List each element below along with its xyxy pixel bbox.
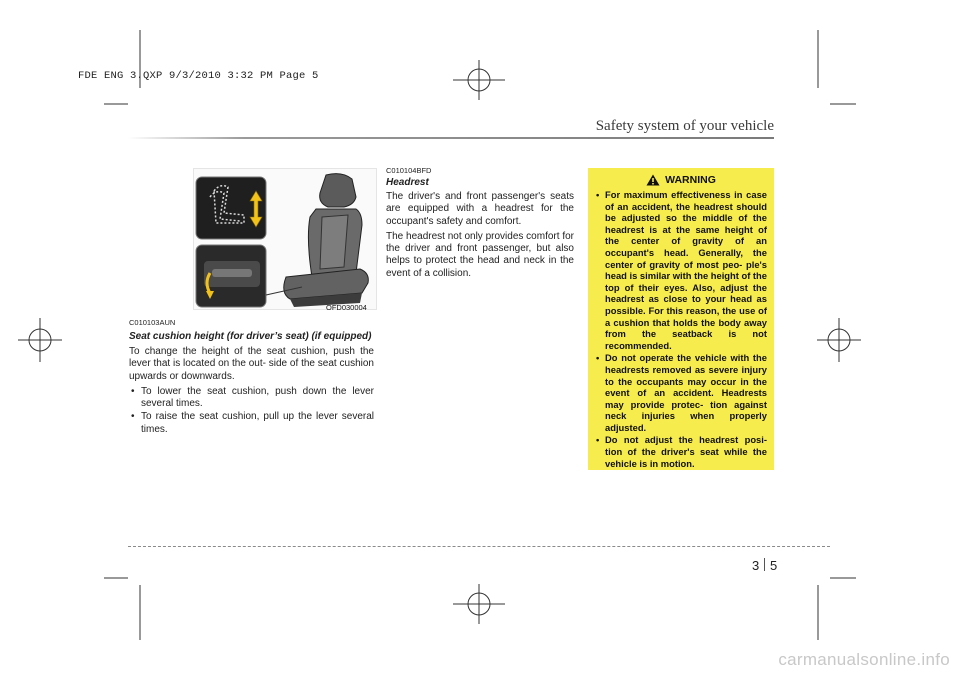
middle-column: [386, 166, 574, 280]
section-title: Safety system of your vehicle: [595, 118, 774, 134]
car-seat-illustration: [194, 169, 376, 309]
paragraph-code: C010104BFD: [386, 166, 432, 175]
subsection-heading: Seat cushion height (for driver’s seat) (if equipped): [129, 331, 372, 342]
left-column: [129, 318, 374, 437]
page-separator: [764, 558, 765, 571]
page-number: 5: [770, 558, 778, 573]
warning-list: [595, 189, 767, 469]
paragraph-code: C010103AUN: [129, 318, 176, 327]
body-paragraph: To change the height of the seat cushion, push the lever that is located on the out- side of the seat cushion upwards or downwards.: [129, 346, 374, 382]
list-item: • Do not adjust the headrest posi- tion of the driver's seat while the vehicle is in motion.: [595, 434, 767, 469]
footer-rule: [128, 546, 830, 547]
list-item: • For maximum effectiveness in case of an accident, the headrest should be adjusted so the middle of the headrest is at the same height of the center of gravity of an occupant's head. Generally, the center of gravity of most peo- ple's head is similar with the height of the top of their eyes. Also, adjust the headrest as close to your head as possible. For this reason, the use of a cushion that holds the body away from the seatback is not recommended.: [595, 189, 767, 351]
list-item: • To raise the seat cushion, pull up the lever several times.: [129, 411, 374, 436]
warning-box: [588, 168, 774, 470]
body-paragraph: The driver's and front passenger's seats are equipped with a headrest for the occupant's safety and comfort.: [386, 191, 574, 227]
seat-figure: [193, 168, 377, 310]
warning-title: WARNING: [665, 174, 716, 186]
warning-triangle-icon: [646, 174, 660, 186]
chapter-number: 3: [752, 558, 760, 573]
body-paragraph: The headrest not only provides comfort for the driver and front passenger, but also helps to protect the head and neck in the event of a collision.: [386, 230, 574, 279]
warning-header: [595, 174, 767, 186]
figure-code: OFD030004: [326, 303, 367, 312]
watermark: carmanualsonline.info: [778, 650, 950, 669]
subsection-heading: Headrest: [386, 177, 429, 188]
list-item: • To lower the seat cushion, push down the lever several times.: [129, 386, 374, 411]
list-item: • Do not operate the vehicle with the headrests removed as severe injury to the occupants may occur in the event of an accident. Headrests may provide protec- tion against neck injuries when properly adjusted.: [595, 352, 767, 433]
print-slug: FDE ENG 3.QXP 9/3/2010 3:32 PM Page 5: [78, 70, 319, 82]
title-rule: [128, 137, 774, 139]
bullet-list: [129, 386, 374, 436]
